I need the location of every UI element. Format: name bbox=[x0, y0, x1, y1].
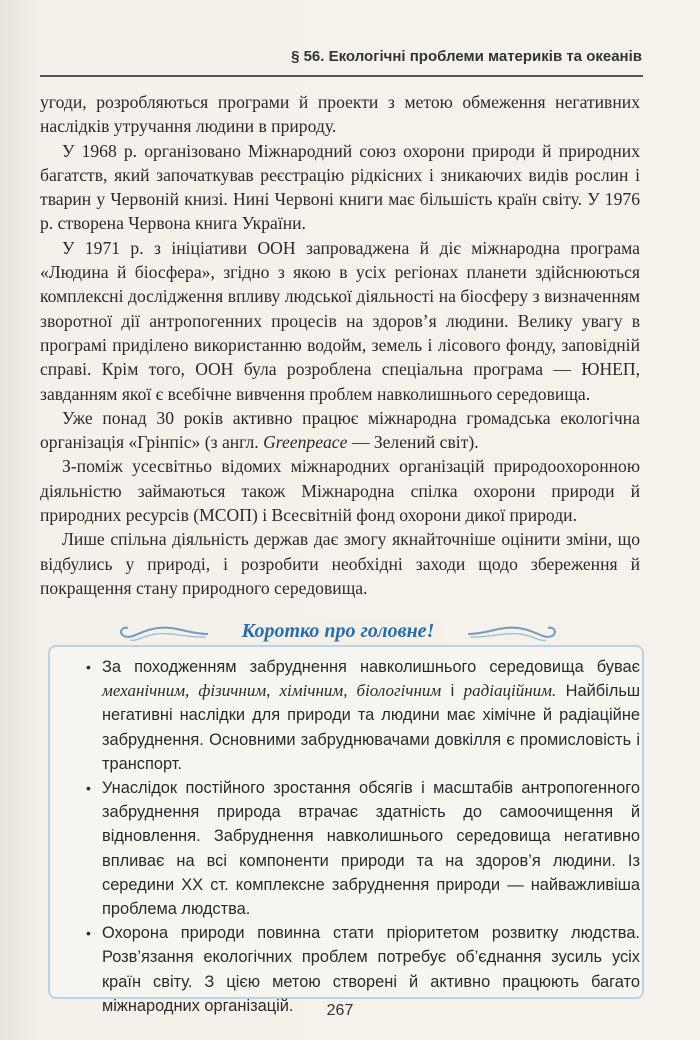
paragraph-4 bbox=[40, 406, 640, 455]
item-1-text-b: і bbox=[441, 682, 464, 701]
paragraph-3: У 1971 р. з ініціативи ООН запроваджена й діє міжнародна програма «Людина й біосфера», згідно з якою в усіх регіонах планети здійснюються комплексні дослідження впливу людської діяльності на біосферу з визначенням зворотної дії антропогенних процесів на здоров’я людини. Велику увагу в програмі приділено використанню водойм, земель і лісового фонду, заповідній справі. Крім того, ООН була розроблена спеціальна програма — ЮНЕП, завданням якої є всебічне вивчення проблем навколишнього середовища. bbox=[40, 237, 640, 404]
paragraph-1: угоди, розробляються програми й проекти з метою обмеження негативних наслідків утручання людини в природу. bbox=[40, 92, 640, 137]
paragraph-6: Лише спільна діяльність держав дає змогу якнайточніше оцінити зміни, що відбулись у природі, і розробити необхідні заходи щодо збереження й покращення стану природного середовища. bbox=[40, 529, 640, 598]
summary-heading bbox=[118, 614, 558, 654]
paragraph-5: З-поміж усесвітньо відомих міжнародних організацій природоохоронною діяльністю займаються також Міжнародна спілка охорони природи й природних ресурсів (МСОП) і Всесвітній фонд охорони дикої природи. bbox=[40, 456, 640, 526]
page-number: 267 bbox=[326, 1002, 354, 1019]
item-3-text: Охорона природи повинна стати пріоритетом розвитку людства. Розв’язання екологічних проблем потребує об’єднання зусиль усіх країн світу. З цією метою створені й активно працюють багато міжнародних організацій. bbox=[102, 924, 640, 1015]
summary-title: Коротко про головне! bbox=[234, 620, 443, 643]
bullet: • bbox=[86, 780, 91, 797]
item-2-text: Унаслідок постійного зростання обсягів і масштабів антропогенного забруднення природа втрачає здатність до самоочищення й відновлення. Забруднення навколишнього середовища негативно впливає на всі компоненти природи та на здоров’я людини. Із середини XX ст. комплексне забруднення природи — найважливіша проблема людства. bbox=[102, 779, 640, 919]
summary-list bbox=[86, 655, 640, 1018]
decorative-swirl-left-icon bbox=[118, 622, 210, 646]
paragraph-2: У 1968 р. організовано Міжнародний союз охорони природи й природних багатств, який започаткував реєстрацію рідкісних і зникаючих видів рослин і тварин у Червоній книзі. Нині Червоні книги має більшість країн світу. У 1976 р. створена Червона книга України. bbox=[40, 140, 640, 234]
item-1-italic-2: радіаційним. bbox=[463, 681, 557, 701]
item-1-text-a: За походженням забруднення навколишнього середовища буває bbox=[102, 658, 640, 676]
summary-item-1 bbox=[86, 655, 640, 776]
item-1-italic: механічним, фізичним, хімічним, біологічним bbox=[102, 681, 442, 701]
greenpeace-term: Greenpeace bbox=[263, 432, 348, 453]
bullet: • bbox=[86, 659, 91, 675]
running-header: § 56. Екологічні проблеми материків та океанів bbox=[291, 48, 642, 65]
item-1-text-c: Найбільш негативні наслідки для природи та людини має хімічне й радіаційне забруднення. Основними забруднювачами довкілля є промисловість і транспорт. bbox=[102, 682, 641, 773]
main-text bbox=[40, 90, 640, 600]
summary-item-2 bbox=[86, 776, 640, 921]
paragraph-4-start: Уже понад 30 років активно працює міжнародна громадська екологічна організація «Грінпіс» (з англ. bbox=[40, 407, 640, 453]
bullet: • bbox=[86, 925, 91, 942]
paragraph-4-end: — Зелений світ). bbox=[347, 432, 479, 453]
decorative-swirl-right-icon bbox=[466, 622, 558, 646]
header-rule bbox=[40, 75, 643, 77]
